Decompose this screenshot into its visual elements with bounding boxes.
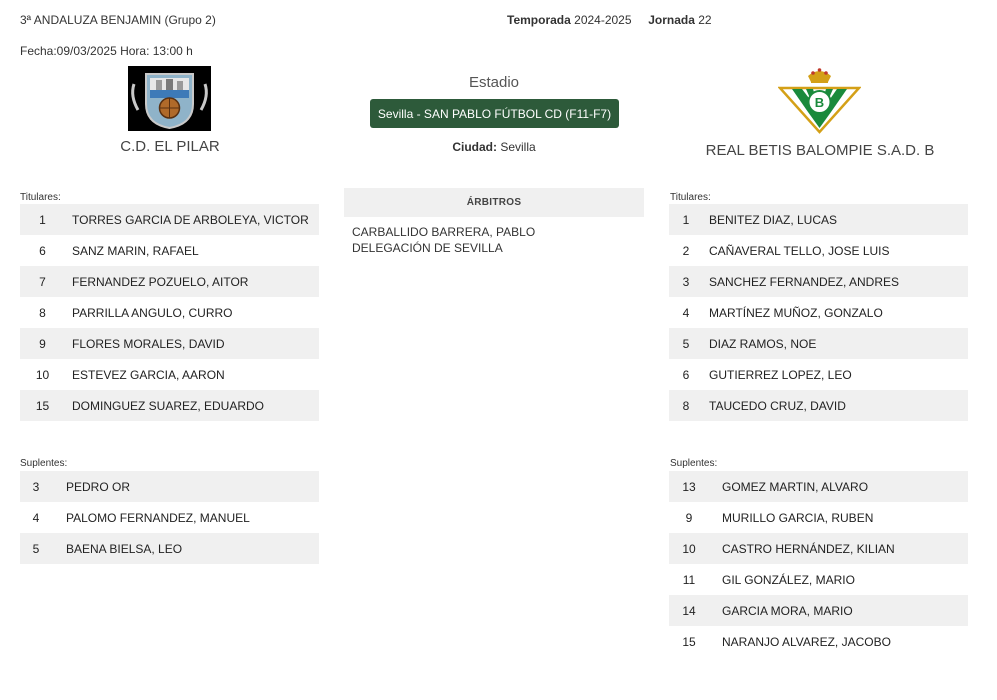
home-starters-list — [20, 204, 319, 421]
player-number: 8 — [39, 305, 46, 320]
player-number: 7 — [39, 274, 46, 289]
list-item[interactable] — [669, 595, 968, 626]
list-item[interactable] — [669, 266, 968, 297]
home-subs-label: Suplentes: — [20, 458, 68, 469]
list-item[interactable] — [20, 328, 319, 359]
home-starters-label: Titulares: — [20, 192, 61, 203]
player-name: SANZ MARIN, RAFAEL — [72, 243, 199, 258]
list-item[interactable] — [669, 471, 968, 502]
player-name: FLORES MORALES, DAVID — [72, 336, 225, 351]
list-item[interactable] — [669, 235, 968, 266]
player-number: 9 — [685, 510, 693, 525]
list-item[interactable] — [669, 502, 968, 533]
referee-delegation: DELEGACIÓN DE SEVILLA — [352, 241, 503, 255]
player-name: CASTRO HERNÁNDEZ, KILIAN — [722, 541, 895, 556]
player-number: 3 — [32, 479, 40, 494]
el-pilar-crest-icon — [128, 66, 211, 131]
list-item[interactable] — [669, 626, 968, 657]
player-number: 9 — [39, 336, 46, 351]
list-item[interactable] — [20, 390, 319, 421]
list-item[interactable] — [669, 564, 968, 595]
player-name: GARCIA MORA, MARIO — [722, 603, 853, 618]
real-betis-crest-icon — [778, 66, 861, 134]
player-number: 5 — [682, 336, 690, 351]
competition-name: 3ª ANDALUZA BENJAMIN (Grupo 2) — [20, 13, 216, 27]
list-item[interactable] — [669, 533, 968, 564]
player-name: TAUCEDO CRUZ, DAVID — [709, 398, 846, 413]
list-item[interactable] — [20, 502, 319, 533]
player-name: NARANJO ALVAREZ, JACOBO — [722, 634, 891, 649]
away-subs-label: Suplentes: — [670, 458, 718, 469]
player-number: 2 — [682, 243, 690, 258]
player-name: PALOMO FERNANDEZ, MANUEL — [66, 510, 250, 525]
city-label: Ciudad: — [452, 140, 497, 154]
player-number: 15 — [35, 398, 50, 413]
list-item[interactable] — [669, 328, 968, 359]
player-number: 10 — [682, 541, 696, 556]
player-name: BAENA BIELSA, LEO — [66, 541, 183, 556]
player-name: PEDRO OR — [66, 479, 131, 494]
player-number: 1 — [39, 212, 46, 227]
list-item[interactable] — [669, 204, 968, 235]
player-name: DOMINGUEZ SUAREZ, EDUARDO — [72, 398, 265, 413]
player-number: 3 — [682, 274, 690, 289]
list-item[interactable] — [669, 390, 968, 421]
player-name: MARTÍNEZ MUÑOZ, GONZALO — [709, 305, 883, 320]
list-item[interactable] — [20, 471, 319, 502]
away-subs-list — [669, 471, 968, 657]
city — [345, 140, 643, 154]
list-item[interactable] — [20, 533, 319, 564]
player-name: TORRES GARCIA DE ARBOLEYA, VICTOR — [72, 212, 309, 227]
list-item[interactable] — [20, 297, 319, 328]
player-name: ESTEVEZ GARCIA, AARON — [72, 367, 225, 382]
list-item[interactable] — [20, 266, 319, 297]
player-number: 13 — [682, 479, 696, 494]
player-name: MURILLO GARCIA, RUBEN — [722, 510, 874, 525]
player-name: SANCHEZ FERNANDEZ, ANDRES — [709, 274, 900, 289]
round-label: Jornada — [648, 13, 695, 27]
stadium-button[interactable]: Sevilla - SAN PABLO FÚTBOL CD (F11-F7) — [370, 99, 619, 128]
list-item[interactable] — [20, 204, 319, 235]
referee-name: CARBALLIDO BARRERA, PABLO — [352, 225, 536, 239]
player-name: FERNANDEZ POZUELO, AITOR — [72, 274, 249, 289]
season-value: 2024-2025 — [574, 13, 632, 27]
player-name: GIL GONZÁLEZ, MARIO — [722, 572, 855, 587]
player-name: GUTIERREZ LOPEZ, LEO — [709, 367, 852, 382]
list-item[interactable] — [20, 235, 319, 266]
referees-header: ÁRBITROS — [344, 188, 644, 217]
list-item[interactable] — [20, 359, 319, 390]
season-label: Temporada — [507, 13, 571, 27]
player-number: 10 — [35, 367, 50, 382]
player-name: DIAZ RAMOS, NOE — [709, 336, 817, 351]
player-name: GOMEZ MARTIN, ALVARO — [722, 479, 869, 494]
away-team-name[interactable]: REAL BETIS BALOMPIE S.A.D. B — [705, 142, 935, 159]
round-value: 22 — [698, 13, 712, 27]
list-item[interactable] — [669, 297, 968, 328]
list-item[interactable] — [669, 359, 968, 390]
player-number: 1 — [682, 212, 690, 227]
player-name: BENITEZ DIAZ, LUCAS — [709, 212, 838, 227]
match-date-time: Fecha:09/03/2025 Hora: 13:00 h — [20, 44, 193, 58]
player-number: 6 — [682, 367, 690, 382]
player-number: 4 — [682, 305, 690, 320]
home-subs-list — [20, 471, 319, 564]
city-value: Sevilla — [500, 140, 536, 154]
player-number: 15 — [682, 634, 696, 649]
away-starters-label: Titulares: — [670, 192, 711, 203]
player-number: 4 — [32, 510, 40, 525]
season-round — [507, 13, 712, 27]
svg-text:B: B — [814, 95, 825, 110]
home-team-name[interactable]: C.D. EL PILAR — [120, 138, 220, 155]
player-number: 6 — [39, 243, 46, 258]
player-name: PARRILLA ANGULO, CURRO — [72, 305, 233, 320]
player-number: 5 — [32, 541, 40, 556]
away-starters-list — [669, 204, 968, 421]
stadium-title: Estadio — [468, 74, 520, 91]
player-number: 11 — [682, 572, 696, 587]
player-name: CAÑAVERAL TELLO, JOSE LUIS — [709, 243, 890, 258]
player-number: 8 — [682, 398, 690, 413]
player-number: 14 — [682, 603, 696, 618]
